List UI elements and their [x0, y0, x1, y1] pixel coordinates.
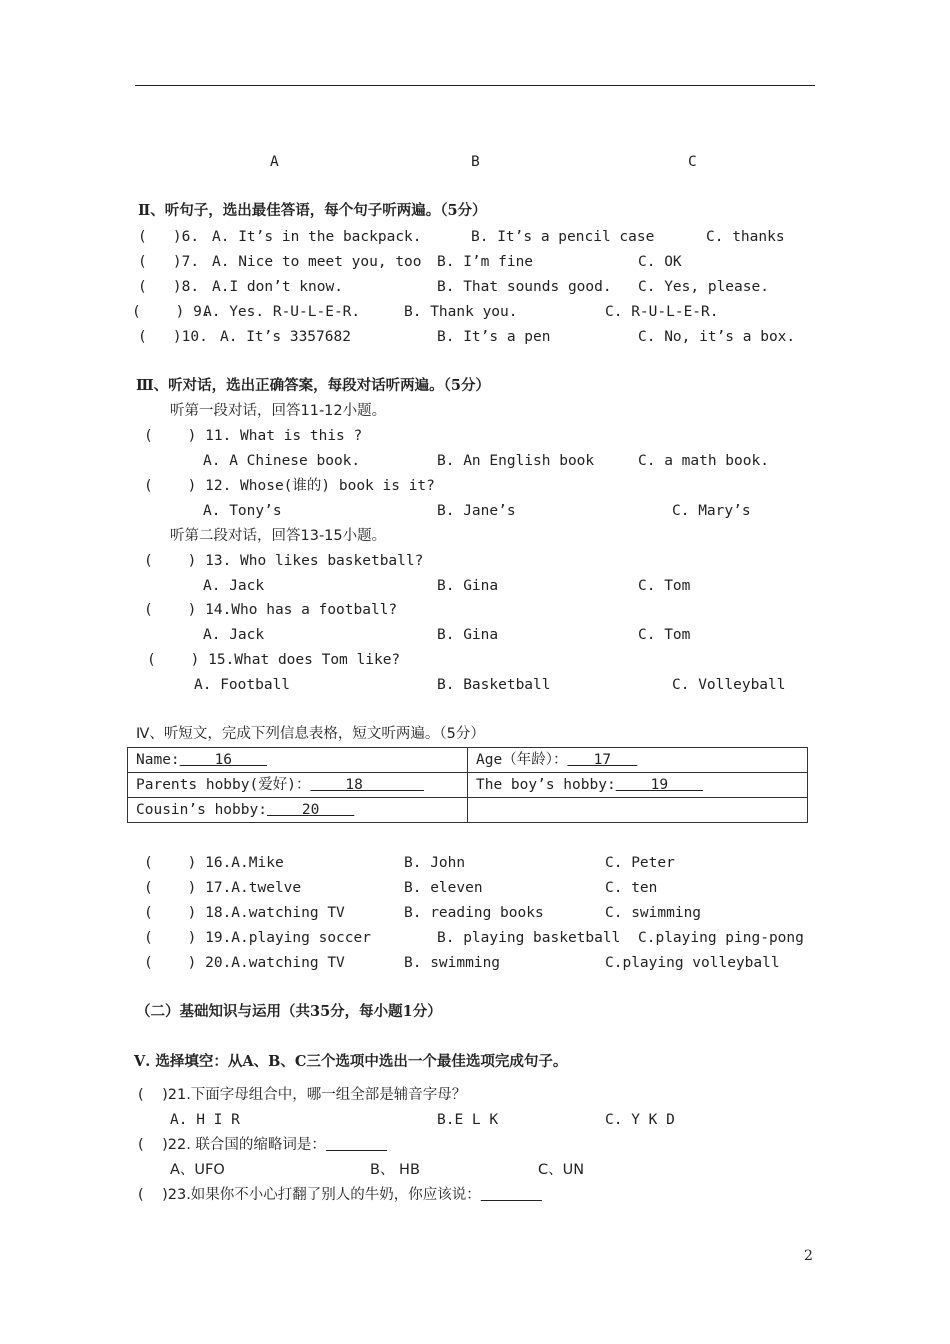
q23-stem [138, 1186, 542, 1204]
q23-answer-blank[interactable] [481, 1187, 542, 1203]
q20-option-b: B. swimming [404, 955, 501, 971]
q18-stem: ( ) 18.A.watching TV [144, 905, 345, 921]
q10-option-c: C. No, it’s a box. [638, 329, 796, 345]
q13-option-b: B. Gina [437, 578, 499, 594]
q14-option-b: B. Gina [437, 627, 499, 643]
q21-option-b: B.E L K [437, 1112, 499, 1128]
q22-option-c: C、UN [538, 1162, 585, 1178]
q7-option-a: A. Nice to meet you, too [212, 254, 422, 270]
q13-option-a: A. Jack [203, 578, 265, 594]
q16-stem: ( ) 16.A.Mike [144, 855, 284, 871]
q12-option-c: C. Mary’s [672, 503, 751, 519]
q17-stem: ( ) 17.A.twelve [144, 880, 302, 896]
q17-option-b: B. eleven [404, 880, 483, 896]
name-label: Name: [136, 752, 180, 768]
q23-stem-text: ( )23.如果你不小心打翻了别人的牛奶，你应该说： [138, 1187, 481, 1203]
q9-option-a: A. Yes. R-U-L-E-R. [203, 304, 361, 320]
option-label-b: B [471, 154, 480, 170]
dialogue-1-intro: 听第一段对话，回答11-12小题。 [170, 403, 387, 419]
empty-cell [468, 798, 808, 823]
q6-num: ( )6. [138, 229, 200, 245]
page-number: 2 [804, 1248, 813, 1264]
q15-option-a: A. Football [194, 677, 291, 693]
q21-option-c: C. Y K D [605, 1112, 675, 1128]
blank-18[interactable]: 18 [310, 777, 424, 793]
parents-hobby-cell [128, 773, 468, 798]
part-2-heading: （二）基础知识与运用（共35分，每小题1分） [136, 1003, 442, 1020]
q8-num: ( )8. [138, 279, 200, 295]
q19-option-b: B. playing basketball [437, 930, 621, 946]
age-label: Age（年龄）： [476, 752, 568, 768]
q6-option-c: C. thanks [706, 229, 785, 245]
q12-option-a: A. Tony’s [203, 503, 282, 519]
q21-stem: ( )21.下面字母组合中，哪一组全部是辅音字母？ [138, 1087, 467, 1103]
q9-option-c: C. R-U-L-E-R. [605, 304, 719, 320]
q15-option-c: C. Volleyball [672, 677, 786, 693]
q8-option-c: C. Yes, please. [638, 279, 769, 295]
q11-option-b: B. An English book [437, 453, 595, 469]
dialogue-2-intro: 听第二段对话，回答13-15小题。 [170, 528, 387, 544]
table-row [128, 773, 808, 798]
q10-num: ( )10. [138, 329, 208, 345]
blank-20[interactable]: 20 [266, 802, 355, 818]
q7-option-b: B. I’m fine [437, 254, 534, 270]
section-4-heading: Ⅳ、听短文，完成下列信息表格，短文听两遍。（5分） [136, 726, 485, 742]
name-cell [128, 748, 468, 773]
q6-option-b: B. It’s a pencil case [471, 229, 655, 245]
q12-stem: ( ) 12. Whose(谁的) book is it? [144, 478, 435, 494]
q22-option-b: B、 HB [370, 1162, 420, 1178]
boy-hobby-cell [468, 773, 808, 798]
q15-stem: ( ) 15.What does Tom like? [147, 652, 401, 668]
q14-stem: ( ) 14.Who has a football? [144, 602, 398, 618]
q14-option-c: C. Tom [638, 627, 691, 643]
q10-option-a: A. It’s 3357682 [220, 329, 351, 345]
q13-stem: ( ) 13. Who likes basketball? [144, 553, 424, 569]
q16-option-c: C. Peter [605, 855, 675, 871]
q14-option-a: A. Jack [203, 627, 265, 643]
q18-option-b: B. reading books [404, 905, 544, 921]
blank-16[interactable]: 16 [179, 752, 267, 768]
info-table [127, 747, 808, 823]
option-label-c: C [688, 154, 697, 170]
q8-option-b: B. That sounds good. [437, 279, 612, 295]
blank-17[interactable]: 17 [567, 752, 638, 768]
q7-num: ( )7. [138, 254, 200, 270]
header-rule [135, 85, 815, 86]
q20-stem: ( ) 20.A.watching TV [144, 955, 345, 971]
q11-stem: ( ) 11. What is this ? [144, 428, 363, 444]
cousin-hobby-cell [128, 798, 468, 823]
option-label-a: A [270, 154, 279, 170]
q13-option-c: C. Tom [638, 578, 691, 594]
section-3-heading: Ⅲ、听对话，选出正确答案，每段对话听两遍。（5分） [136, 377, 490, 394]
age-cell [468, 748, 808, 773]
q19-option-c: C.playing ping-pong [638, 930, 804, 946]
section-2-heading: Ⅱ、听句子，选出最佳答语，每个句子听两遍。（5分） [138, 202, 487, 219]
q9-option-b: B. Thank you. [404, 304, 518, 320]
q15-option-b: B. Basketball [437, 677, 551, 693]
q17-option-c: C. ten [605, 880, 658, 896]
q22-option-a: A、UFO [170, 1162, 225, 1178]
q8-option-a: A.I don’t know. [212, 279, 343, 295]
q19-stem: ( ) 19.A.playing soccer [144, 930, 371, 946]
q20-option-c: C.playing volleyball [605, 955, 780, 971]
q18-option-c: C. swimming [605, 905, 702, 921]
parents-hobby-label: Parents hobby(爱好)： [136, 777, 311, 793]
q22-stem [138, 1136, 387, 1154]
cousin-hobby-label: Cousin’s hobby: [136, 802, 267, 818]
q6-option-a: A. It’s in the backpack. [212, 229, 422, 245]
q21-option-a: A. H I R [170, 1112, 240, 1128]
q22-stem-text: ( )22. 联合国的缩略词是： [138, 1137, 326, 1153]
boy-hobby-label: The boy’s hobby: [476, 777, 616, 793]
q11-option-a: A. A Chinese book. [203, 453, 361, 469]
q11-option-c: C. a math book. [638, 453, 769, 469]
table-row [128, 748, 808, 773]
q22-answer-blank[interactable] [326, 1137, 387, 1153]
q16-option-b: B. John [404, 855, 466, 871]
section-5-heading: Ⅴ. 选择填空：从A、B、C三个选项中选出一个最佳选项完成句子。 [134, 1053, 568, 1070]
table-row [128, 798, 808, 823]
blank-19[interactable]: 19 [615, 777, 703, 793]
q12-option-b: B. Jane’s [437, 503, 516, 519]
q10-option-b: B. It’s a pen [437, 329, 551, 345]
q9-num: ( ) 9. [132, 304, 211, 320]
q7-option-c: C. OK [638, 254, 682, 270]
